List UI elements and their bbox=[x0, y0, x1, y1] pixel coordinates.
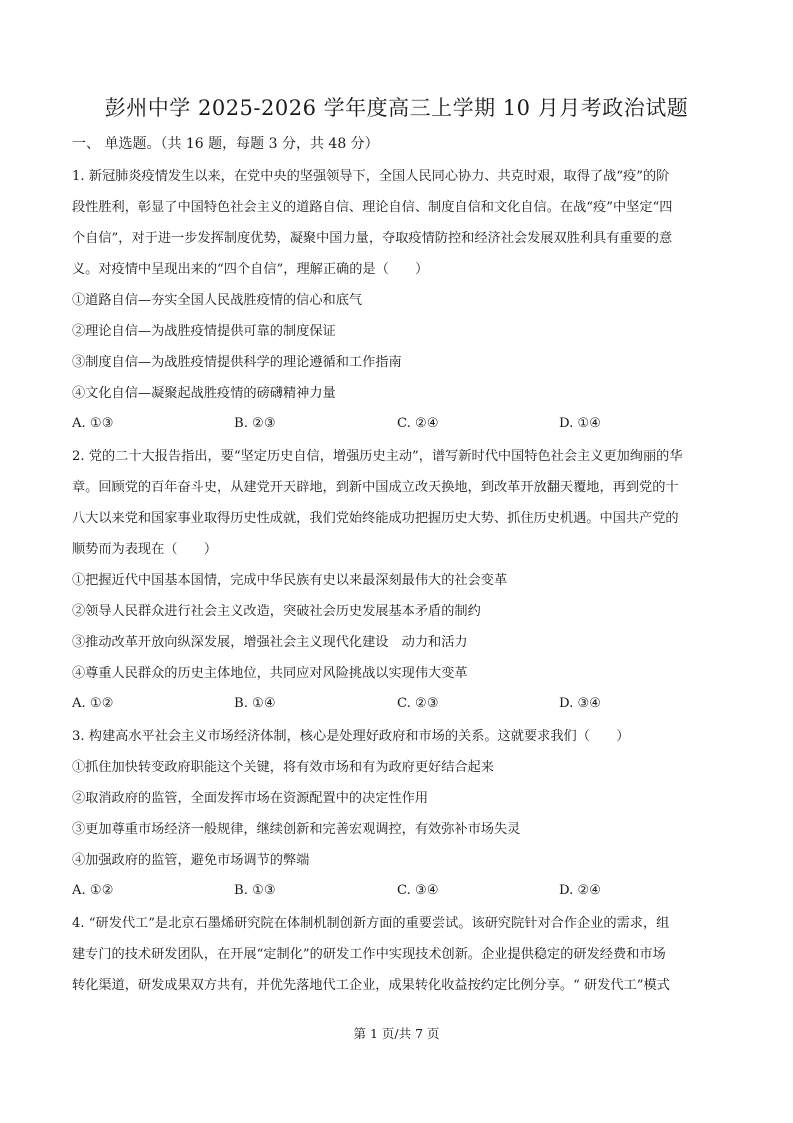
question-2-choice-d: D. ③④ bbox=[559, 696, 602, 711]
question-3-option-1: ①抓住加快转变政府职能这个关键，将有效市场和有为政府更好结合起来 bbox=[72, 760, 494, 775]
question-2-option-4: ④尊重人民群众的历史主体地位，共同应对风险挑战以实现伟大变革 bbox=[72, 666, 468, 681]
question-1-stem-line-2: 段性胜利，彰显了中国特色社会主义的道路自信、理论自信、制度自信和文化自信。在战“疫”中坚定“四 bbox=[72, 200, 673, 215]
question-3-option-4: ④加强政府的监管，避免市场调节的弊端 bbox=[72, 853, 310, 868]
question-3-choice-a: A. ①② bbox=[72, 883, 114, 898]
question-1-stem-line-4: 义。对疫情中呈现出来的“四个自信”，理解正确的是（ ） bbox=[72, 262, 429, 277]
question-4-stem-line-3: 转化渠道，研发成果双方共有，并优先落地代工企业，成果转化收益按约定比例分享。“ 研发代工”模式 bbox=[72, 978, 670, 993]
question-3-option-3: ③更加尊重市场经济一般规律，继续创新和完善宏观调控，有效弥补市场失灵 bbox=[72, 822, 521, 837]
question-3-choice-b: B. ①③ bbox=[234, 883, 276, 898]
question-4-stem-line-2: 建专门的技术研发团队，在开展“定制化”的研发工作中实现技术创新。企业提供稳定的研发经费和市场 bbox=[72, 947, 666, 962]
question-1-option-1: ①道路自信—夯实全国人民战胜疫情的信心和底气 bbox=[72, 293, 363, 308]
question-2-choice-a: A. ①② bbox=[72, 696, 114, 711]
question-3-stem-line-1: 3. 构建高水平社会主义市场经济体制，核心是处理好政府和市场的关系。这就要求我们（ ） bbox=[72, 729, 630, 744]
question-2-option-3: ③推动改革开放向纵深发展，增强社会主义现代化建设 动力和活力 bbox=[72, 635, 468, 650]
question-4-stem-line-1: 4. “研发代工”是北京石墨烯研究院在体制机制创新方面的重要尝试。该研究院针对合作企业的需求，组 bbox=[72, 916, 670, 931]
question-1-choice-a: A. ①③ bbox=[72, 416, 114, 431]
question-2-choice-b: B. ①④ bbox=[234, 696, 276, 711]
section-heading: 一、 单选题。（共 16 题，每题 3 分，共 48 分） bbox=[72, 136, 379, 152]
question-1-choice-d: D. ①④ bbox=[559, 416, 602, 431]
question-2-stem-line-3: 八大以来党和国家事业取得历史性成就，我们党始终能成功把握历史大势、抓住历史机遇。中国共产党的 bbox=[72, 511, 679, 526]
question-1-option-3: ③制度自信—为战胜疫情提供科学的理论遵循和工作指南 bbox=[72, 355, 402, 370]
question-3-choice-d: D. ②④ bbox=[559, 883, 602, 898]
question-1-choices bbox=[72, 416, 722, 434]
question-2-option-1: ①把握近代中国基本国情，完成中华民族有史以来最深刻最伟大的社会变革 bbox=[72, 573, 508, 588]
question-1-stem-line-3: 个自信”，对于进一步发挥制度优势，凝聚中国力量，夺取疫情防控和经济社会发展双胜利具有重要的意 bbox=[72, 231, 673, 246]
question-2-choice-c: C. ②③ bbox=[397, 696, 439, 711]
page-footer: 第 1 页/共 7 页 bbox=[353, 1026, 440, 1041]
question-1-choice-b: B. ②③ bbox=[234, 416, 276, 431]
question-3-choice-c: C. ③④ bbox=[397, 883, 439, 898]
question-1-option-2: ②理论自信—为战胜疫情提供可靠的制度保证 bbox=[72, 324, 336, 339]
question-3-option-2: ②取消政府的监管，全面发挥市场在资源配置中的决定性作用 bbox=[72, 791, 429, 806]
question-2-stem-line-1: 2. 党的二十大报告指出，要“坚定历史自信，增强历史主动”，谱写新时代中国特色社会主义更加绚丽的华 bbox=[72, 449, 683, 464]
question-2-stem-line-4: 顺势而为表现在（ ） bbox=[72, 542, 218, 557]
page-title: 彭州中学 2025-2026 学年度高三上学期 10 月月考政治试题 bbox=[104, 96, 689, 120]
question-1-choice-c: C. ②④ bbox=[397, 416, 439, 431]
question-1-stem-line-1: 1. 新冠肺炎疫情发生以来，在党中央的坚强领导下，全国人民同心协力、共克时艰，取得了战“疫”的阶 bbox=[72, 169, 670, 184]
question-3-choices bbox=[72, 883, 722, 901]
question-2-option-2: ②领导人民群众进行社会主义改造，突破社会历史发展基本矛盾的制约 bbox=[72, 604, 481, 619]
question-2-choices bbox=[72, 696, 722, 714]
question-1-option-4: ④文化自信—凝聚起战胜疫情的磅礴精神力量 bbox=[72, 386, 336, 401]
question-2-stem-line-2: 章。回顾党的百年奋斗史，从建党开天辟地，到新中国成立改天换地，到改革开放翻天覆地，再到党的十 bbox=[72, 480, 679, 495]
